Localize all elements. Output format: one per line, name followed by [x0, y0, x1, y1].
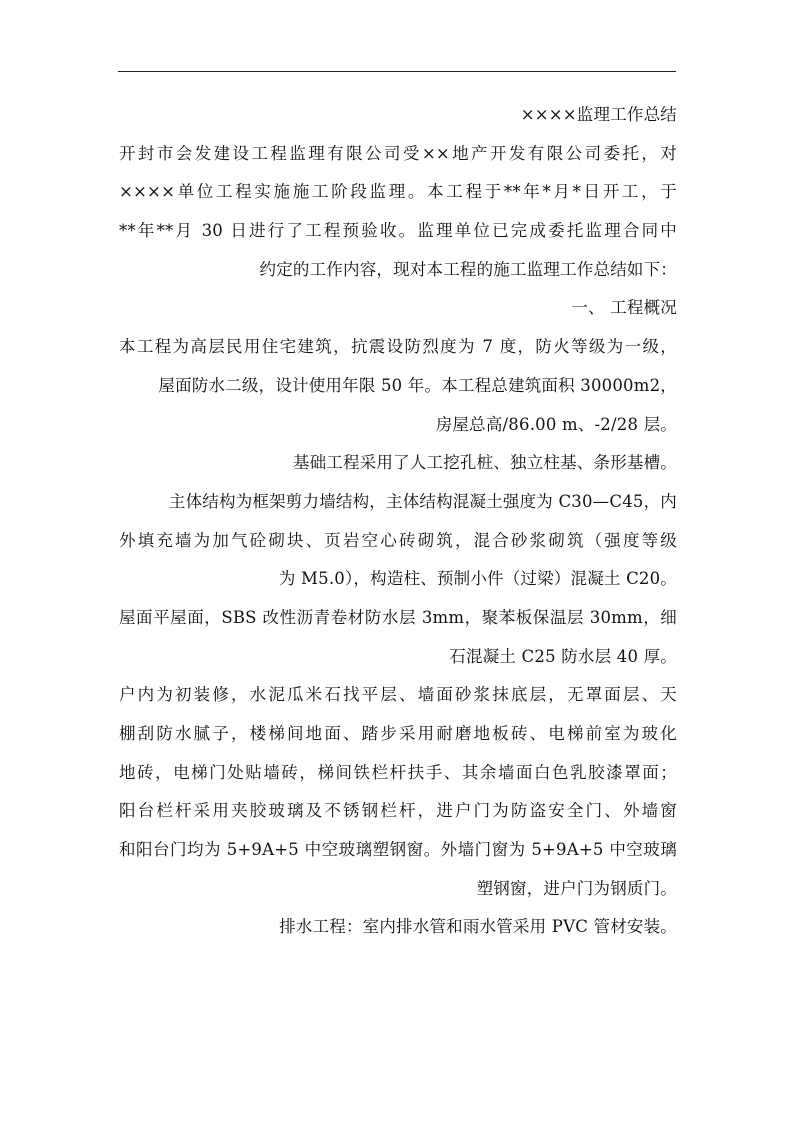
decoration-line-5: 和阳台门均为 5+9A+5 中空玻璃塑钢窗。外墙门窗为 5+9A+5 中空玻璃: [119, 840, 677, 860]
decoration-line-6: 塑钢窗，进户门为钢质门。: [476, 878, 677, 898]
structure-line-1: 主体结构为框架剪力墙结构，主体结构混凝土强度为 C30—C45，内: [168, 491, 677, 511]
document-body: [119, 96, 677, 947]
decoration-line-2: 棚刮防水腻子，楼梯间地面、踏步采用耐磨地板砖、电梯前室为玻化: [119, 724, 677, 743]
foundation-paragraph: 基础工程采用了人工挖孔桩、独立柱基、条形基槽。: [292, 453, 677, 473]
intro-line-2: ××××单位工程实施施工阶段监理。本工程于**年*月*日开工，于: [119, 182, 677, 202]
document-title: ××××监理工作总结: [520, 105, 677, 124]
decoration-line-4: 阳台栏杆采用夹胶玻璃及不锈钢栏杆，进户门为防盗安全门、外墙窗: [119, 801, 677, 821]
roof-line-1: 屋面平屋面，SBS 改性沥青卷材防水层 3mm，聚苯板保温层 30mm，细: [119, 607, 677, 627]
header-rule: [118, 71, 676, 72]
structure-line-3: 为 M5.0），构造柱、预制小件（过梁）混凝土 C20。: [278, 569, 677, 589]
roof-line-2: 石混凝土 C25 防水层 40 厚。: [449, 646, 677, 666]
intro-line-1: 开封市会发建设工程监理有限公司受××地产开发有限公司委托，对: [119, 143, 677, 163]
drainage-paragraph: 排水工程：室内排水管和雨水管采用 PVC 管材安装。: [279, 917, 677, 937]
overview-line-2: 屋面防水二级，设计使用年限 50 年。本工程总建筑面积 30000m2，: [158, 375, 677, 395]
decoration-line-1: 户内为初装修，水泥瓜米石找平层、墙面砂浆抹底层，无罩面层、天: [119, 685, 677, 705]
intro-line-4: 约定的工作内容，现对本工程的施工监理工作总结如下：: [259, 259, 677, 279]
decoration-line-3: 地砖，电梯门处贴墙砖，梯间铁栏杆扶手、其余墙面白色乳胶漆罩面；: [119, 762, 677, 782]
intro-line-3: **年**月 30 日进行了工程预验收。监理单位已完成委托监理合同中: [119, 221, 677, 241]
overview-line-3: 房屋总高/86.00 m、-2/28 层。: [435, 414, 677, 434]
structure-line-2: 外填充墙为加气砼砌块、页岩空心砖砌筑，混合砂浆砌筑（强度等级: [119, 530, 677, 550]
overview-line-1: 本工程为高层民用住宅建筑，抗震设防烈度为 7 度，防火等级为一级，: [119, 337, 677, 357]
section-heading-overview: 一、 工程概况: [571, 298, 677, 318]
